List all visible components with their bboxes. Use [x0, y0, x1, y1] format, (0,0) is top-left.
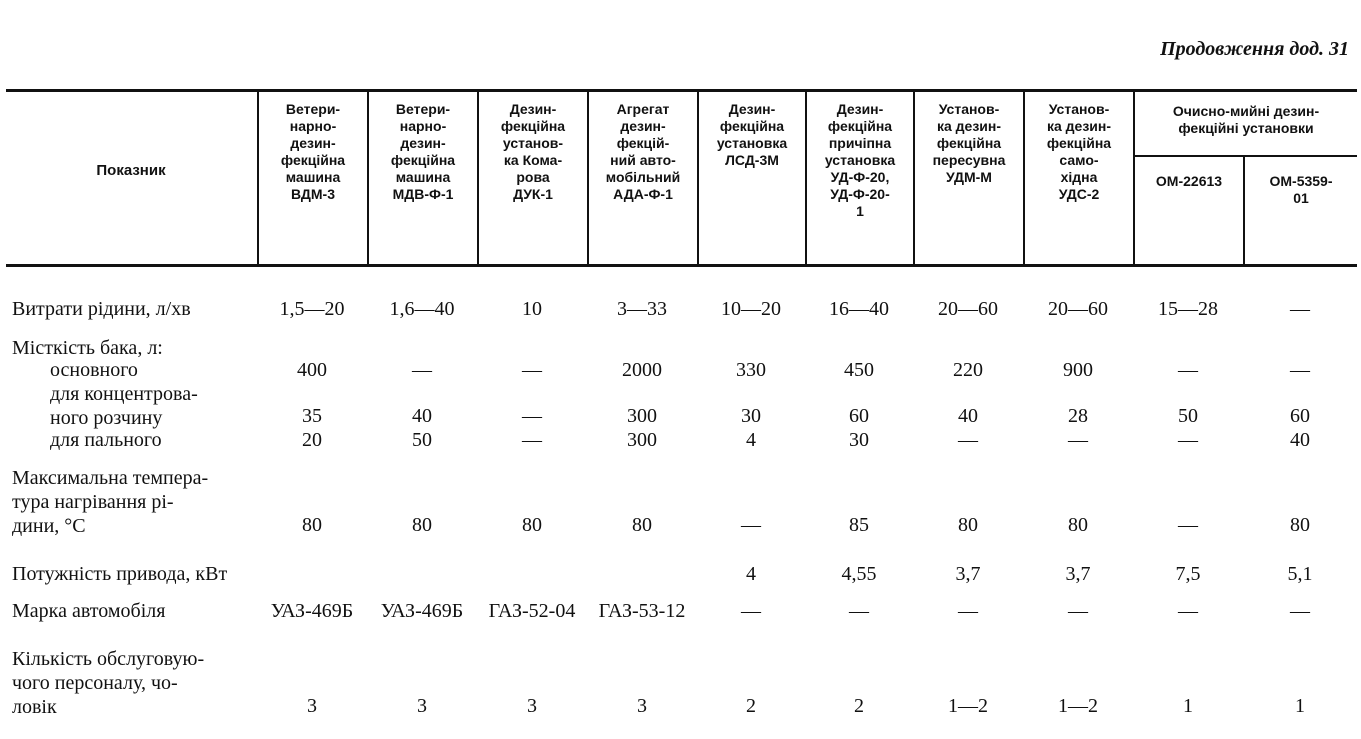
table-cell: ГАЗ-53-12: [598, 600, 686, 622]
table-cell: 1: [1183, 695, 1193, 717]
table-cell: —: [958, 600, 978, 622]
table-cell: 40: [412, 405, 432, 427]
table-cell: УАЗ-469Б: [380, 600, 464, 622]
table-cell: 300: [627, 429, 657, 451]
table-cell: 40: [1290, 429, 1310, 451]
table-cell: —: [1068, 600, 1088, 622]
table-cell: 4: [746, 429, 756, 451]
table-cell: 3: [417, 695, 427, 717]
table-cell: 60: [849, 405, 869, 427]
table-cell: 15—28: [1158, 298, 1218, 320]
table-cell: 7,5: [1175, 563, 1201, 585]
table-cell: 30: [849, 429, 869, 451]
table-cell: —: [741, 514, 761, 536]
table-cell: 80: [302, 514, 322, 536]
header-column: Дезин- фекційна установка ЛСД-3М: [716, 101, 788, 168]
header-column: Установ- ка дезин- фекційна само- хідна УДС-2: [1046, 101, 1112, 202]
table-cell: 80: [412, 514, 432, 536]
table-cell: —: [522, 429, 542, 451]
table-cell: 35: [302, 405, 322, 427]
table-cell: 80: [958, 514, 978, 536]
table-caption: Продовження дод. 31: [1160, 38, 1349, 60]
group-subheader-rule: [1133, 155, 1357, 157]
table-cell: —: [958, 429, 978, 451]
row-label-tank: Місткість бака, л:: [12, 337, 163, 359]
table-cell: 16—40: [829, 298, 889, 320]
table-cell: 40: [958, 405, 978, 427]
header-column: Ветери- нарно- дезин- фекційна машина МДВ-Ф-1: [390, 101, 456, 202]
table-cell: 220: [953, 359, 983, 381]
table-cell: 3—33: [617, 298, 667, 320]
table-cell: 3: [307, 695, 317, 717]
table-cell: 1—2: [948, 695, 988, 717]
table-cell: —: [1178, 514, 1198, 536]
row-label-vehicle: Марка автомобіля: [12, 600, 166, 622]
table-cell: —: [522, 359, 542, 381]
row-label-tank-fuel: для пального: [50, 429, 162, 451]
table-cell: 1,6—40: [389, 298, 455, 320]
table-cell: 450: [844, 359, 874, 381]
header-column: Ветери- нарно- дезин- фекційна машина ВДМ-3: [280, 101, 346, 202]
table-cell: 3: [637, 695, 647, 717]
table-cell: 330: [736, 359, 766, 381]
table-cell: —: [412, 359, 432, 381]
table-cell: 85: [849, 514, 869, 536]
row-label-temperature: Максимальна темпера- тура нагрівання рі- дини, °С: [12, 467, 209, 537]
table-cell: 10—20: [721, 298, 781, 320]
top-rule: [6, 89, 1357, 92]
table-cell: 1—2: [1058, 695, 1098, 717]
table-cell: —: [1290, 600, 1310, 622]
header-group: Очисно-мийні дезин- фекційні установки: [1172, 103, 1320, 136]
header-column: Установ- ка дезин- фекційна пересувна УДМ-М: [932, 101, 1006, 185]
table-cell: —: [1068, 429, 1088, 451]
table-cell: 1: [1295, 695, 1305, 717]
header-column: Агрегат дезин- фекцій- ний авто- мобільний АДА-Ф-1: [605, 101, 681, 202]
table-cell: 60: [1290, 405, 1310, 427]
table-cell: 300: [627, 405, 657, 427]
table-cell: —: [1290, 298, 1310, 320]
row-label-tank-concentrate: для концентрова- ного розчину: [50, 383, 198, 429]
header-bottom-rule: [6, 264, 1357, 267]
table-cell: 1,5—20: [279, 298, 345, 320]
table-cell: ГАЗ-52-04: [488, 600, 576, 622]
header-column: Дезин- фекційна установ- ка Кома- рова ДУК-1: [500, 101, 566, 202]
table-cell: 900: [1063, 359, 1093, 381]
row-label-staff: Кількість обслуговую- чого персоналу, чо- ловік: [12, 648, 205, 718]
table-cell: 20: [302, 429, 322, 451]
table-cell: 2000: [622, 359, 662, 381]
row-label-flow: Витрати рідини, л/хв: [12, 298, 191, 320]
table-cell: —: [741, 600, 761, 622]
table-cell: —: [1178, 429, 1198, 451]
header-indicator: Показник: [96, 162, 166, 179]
table-cell: 20—60: [938, 298, 998, 320]
table-cell: 28: [1068, 405, 1088, 427]
table-cell: —: [1290, 359, 1310, 381]
table-cell: 2: [746, 695, 756, 717]
table-cell: 50: [412, 429, 432, 451]
table-cell: 400: [297, 359, 327, 381]
table-cell: —: [849, 600, 869, 622]
table-cell: 20—60: [1048, 298, 1108, 320]
row-label-tank-main: основного: [50, 359, 138, 381]
row-label-power: Потужність привода, кВт: [12, 563, 228, 585]
header-subcolumn: ОМ-5359- 01: [1269, 173, 1333, 206]
table-cell: 30: [741, 405, 761, 427]
table-cell: 4,55: [841, 563, 877, 585]
table-cell: 80: [632, 514, 652, 536]
table-cell: 10: [522, 298, 542, 320]
header-column: Дезин- фекційна причіпна установка УД-Ф-20, УД-Ф-20- 1: [824, 101, 896, 219]
table-cell: 80: [1290, 514, 1310, 536]
table-cell: 80: [522, 514, 542, 536]
header-subcolumn: ОМ-22613: [1155, 173, 1223, 189]
table-cell: 3,7: [955, 563, 981, 585]
table-cell: 80: [1068, 514, 1088, 536]
table-cell: 4: [746, 563, 756, 585]
table-cell: 50: [1178, 405, 1198, 427]
table-cell: 5,1: [1287, 563, 1313, 585]
table-cell: 2: [854, 695, 864, 717]
table-cell: —: [1178, 600, 1198, 622]
table-cell: 3: [527, 695, 537, 717]
table-cell: 3,7: [1065, 563, 1091, 585]
table-cell: —: [1178, 359, 1198, 381]
table-cell: —: [522, 405, 542, 427]
table-cell: УАЗ-469Б: [270, 600, 354, 622]
